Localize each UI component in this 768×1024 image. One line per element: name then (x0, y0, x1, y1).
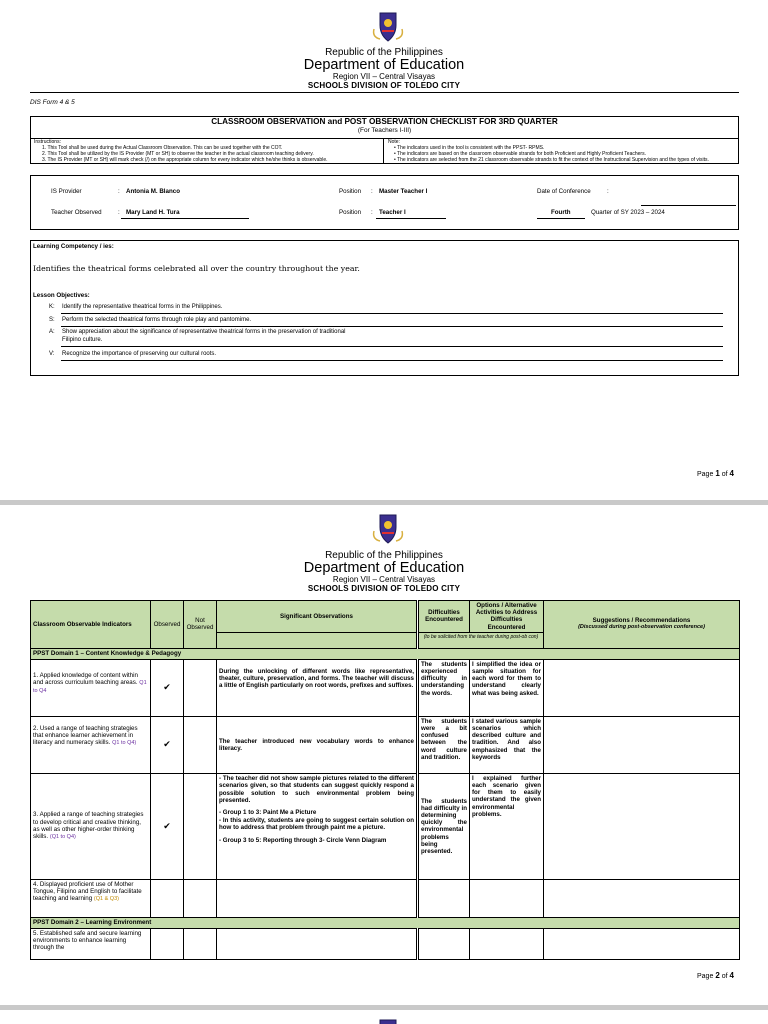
objective-line (61, 326, 723, 327)
page-number (697, 469, 734, 478)
objectives-heading: Lesson Objectives: (33, 292, 90, 299)
letterhead (0, 47, 768, 90)
department-text: Department of Education (303, 560, 465, 576)
quarter-tag: (Q1 & Q3) (93, 896, 119, 903)
instructions-block (31, 138, 384, 163)
indicator-num: 2. (33, 724, 39, 732)
date-line (641, 205, 736, 206)
objective-key: V: (49, 351, 55, 357)
instruction-line: 3. The IS Provider (MT or SH) will mark check (/) on the appropriate column for every indicator which he/she thinks is observable. (42, 157, 328, 163)
indicator-num: 1. (33, 671, 39, 679)
division-text: SCHOOLS DIVISION OF TOLEDO CITY (307, 81, 461, 90)
observation-line: - The teacher did not show sample pictures related to the different scenarios given, so that students can suggest quickly respond a possible solution to such environmental problem being presented. (219, 774, 414, 805)
is-provider-label: IS Provider (51, 188, 82, 195)
objective-key: A: (49, 329, 55, 335)
option-cell: I stated various sample scenarios which described culture and tradition. And also emphasized that the keywords (470, 716, 544, 773)
competency-text: Identifies the theatrical forms celebrated all over the country throughout the year. (33, 264, 360, 273)
colon: : (371, 209, 373, 216)
header-divider (30, 92, 739, 93)
colon: : (118, 209, 120, 216)
difficulty-cell (418, 879, 470, 917)
form-subtitle: (For Teachers I-III) (357, 127, 412, 134)
quarter-line (537, 218, 585, 219)
table-row (31, 773, 740, 879)
option-cell (470, 928, 544, 959)
observation-cell: During the unlocking of different words like representative, theater, culture, preservation, and forms. The teacher will discuss a little of English particularly on root words, prefixes and suffixes. (217, 659, 418, 716)
table-header-row (31, 601, 740, 633)
objective-line (61, 313, 723, 314)
quarter-value: Fourth (551, 209, 571, 216)
notes-block (385, 138, 738, 163)
objective-line (61, 346, 723, 347)
observation-table (30, 600, 740, 960)
page-prefix: Page (697, 471, 714, 478)
observation-line: - Group 3 to 5: Reporting through 3- Circle Venn Diagram (219, 836, 387, 844)
observation-line: - In this activity, students are going to suggest certain solution on how to address that problem through paint me a picture. (219, 816, 414, 832)
page-total: 4 (729, 469, 734, 478)
observed-check[interactable]: ✔ (151, 716, 184, 773)
objective-key: S: (49, 317, 55, 323)
indicator-text: Applied a range of teaching strategies to develop critical and creative thinking, as well as other higher-order thinking skills. (33, 811, 144, 841)
difficulty-cell: The students were a bit confused between the word culture and tradition. (418, 716, 470, 773)
header-solicit-note: (to be solicited from the teacher during post-ob con) (418, 632, 544, 648)
observed-cell[interactable] (151, 879, 184, 917)
not-observed-cell[interactable] (184, 773, 217, 879)
is-provider-value: Antonia M. Blanco (126, 188, 180, 195)
indicator-cell (31, 716, 151, 773)
suggestion-cell[interactable] (544, 659, 740, 716)
table-row (31, 716, 740, 773)
header-significant: Significant Observations (217, 601, 418, 633)
difficulty-cell: The students had difficulty in determining quickly the environmental problems being presented. (418, 773, 470, 879)
teacher-value: Mary Land H. Tura (126, 209, 180, 216)
deped-seal-icon (370, 11, 406, 43)
provider-position-value: Master Teacher I (379, 188, 428, 195)
indicator-cell (31, 659, 151, 716)
table-row (31, 879, 740, 917)
note-line: • The indicators are based on the classroom observable strands for both Proficient and Highly Proficient Teachers. (394, 151, 646, 157)
suggestion-cell[interactable] (544, 928, 740, 959)
objective-text: Recognize the importance of preserving our cultural roots. (62, 351, 217, 357)
colon: : (118, 188, 120, 195)
republic-text: Republic of the Philippines (325, 550, 443, 561)
instruction-line: 1. This Tool shall be used during the Actual Classroom Observation. This can be used together with the COT. (42, 145, 283, 151)
division-text: SCHOOLS DIVISION OF TOLEDO CITY (307, 584, 461, 593)
header-difficulties: Difficulties Encountered (418, 601, 470, 633)
deped-seal-icon (370, 513, 406, 545)
domain-2-label: PPST Domain 2 – Learning Environment (31, 917, 740, 928)
observed-check[interactable]: ✔ (151, 773, 184, 879)
objective-text: Show appreciation about the significance of representative theatrical forms in the preservation of traditional (62, 329, 346, 335)
objective-key: K: (49, 304, 55, 310)
page-of: of (721, 471, 728, 478)
letterhead (0, 550, 768, 593)
page-current: 2 (715, 971, 720, 980)
observation-cell (217, 928, 418, 959)
quarter-tag: (Q1 to Q4) (49, 834, 76, 841)
indicator-text: Used a range of teaching strategies that enhance learner achievement in literacy and numeracy skills. (33, 724, 138, 747)
page-1 (0, 0, 768, 500)
not-observed-cell[interactable] (184, 928, 217, 959)
quarter-label: Quarter of SY 2023 – 2024 (591, 209, 665, 216)
header-observed: Observed (151, 601, 184, 649)
teacher-position-line (376, 218, 446, 219)
indicator-cell (31, 773, 151, 879)
page-total: 4 (729, 971, 734, 980)
page-current: 1 (715, 469, 720, 478)
table-row (31, 659, 740, 716)
option-cell (470, 879, 544, 917)
suggestion-cell[interactable] (544, 879, 740, 917)
teacher-position-value: Teacher I (379, 209, 406, 216)
header-options: Options / Alternative Activities to Address Difficulties Encountered (470, 601, 544, 633)
date-label: Date of Conference (537, 188, 591, 195)
form-title: CLASSROOM OBSERVATION and POST OBSERVATION CHECKLIST FOR 3RD QUARTER (211, 117, 558, 126)
suggestion-cell[interactable] (544, 773, 740, 879)
difficulty-cell (418, 928, 470, 959)
instruction-line: 2. This Tool shall be utilized by the IS Provider (MT or SH) to observe the teacher in the actual classroom teaching delivery. (42, 151, 314, 157)
observed-cell[interactable] (151, 928, 184, 959)
suggestion-cell[interactable] (544, 716, 740, 773)
observation-cell (217, 773, 418, 879)
header-indicators: Classroom Observable Indicators (31, 601, 151, 649)
region-text: Region VII – Central Visayas (332, 575, 436, 584)
page-of: of (721, 973, 728, 980)
header-not-observed: Not Observed (184, 601, 217, 649)
objective-text-continued: Filipino culture. (62, 337, 103, 343)
republic-text: Republic of the Philippines (325, 47, 443, 58)
not-observed-cell[interactable] (184, 659, 217, 716)
indicator-num: 5. (33, 929, 39, 937)
instructions-heading: Instructions: (34, 139, 61, 145)
domain-row (31, 648, 740, 659)
observation-line: - Group 1 to 3: Paint Me a Picture (219, 809, 317, 817)
quarter-tag: Q1 to Q4 (33, 680, 147, 695)
page-3 (0, 1010, 768, 1024)
indicator-text: Displayed proficient use of Mother Tongue, Filipino and English to facilitate teaching and learning (33, 880, 142, 903)
deped-seal-icon (370, 1018, 406, 1024)
option-cell: I explained further each scenario given for them to easily understand the given environmental problems. (470, 773, 544, 879)
table-row (31, 928, 740, 959)
department-text: Department of Education (303, 57, 465, 73)
difficulty-cell: The students experienced difficulty in understanding the words. (418, 659, 470, 716)
option-cell: I simplified the idea or sample situation for each word for them to understand clearly what was being asked. (470, 659, 544, 716)
competency-heading: Learning Competency / ies: (33, 243, 114, 250)
suggestions-title: Suggestions / Recommendations (592, 617, 691, 625)
colon: : (607, 188, 609, 195)
indicator-cell (31, 928, 151, 959)
position-label: Position (339, 209, 362, 216)
objective-line (61, 360, 723, 361)
competency-box (30, 240, 739, 376)
header-suggestions (544, 601, 740, 649)
teacher-label: Teacher Observed (51, 209, 102, 216)
indicator-text: Established safe and secure learning environments to enhance learning through the (33, 929, 142, 952)
info-box (30, 175, 739, 230)
notes-heading: Note: (388, 139, 400, 145)
header-blank (217, 632, 418, 648)
indicator-text: Applied knowledge of content within and across curriculum teaching areas. (33, 671, 138, 687)
indicator-num: 4. (33, 880, 39, 888)
position-label: Position (339, 188, 362, 195)
form-code: DIS Form 4 & 5 (30, 99, 75, 106)
quarter-tag: Q1 to Q4) (112, 740, 137, 747)
page-prefix: Page (697, 973, 714, 980)
region-text: Region VII – Central Visayas (332, 72, 436, 81)
domain-row (31, 917, 740, 928)
not-observed-cell[interactable] (184, 716, 217, 773)
note-line: • The indicators are selected from the 21 classroom observable strands to fit the context of the Instructional Supervision and the types of visits. (394, 157, 709, 163)
indicator-num: 3. (33, 811, 39, 819)
observation-cell: The teacher introduced new vocabulary words to enhance literacy. (217, 716, 418, 773)
objective-text: Perform the selected theatrical forms through role play and pantomime. (62, 317, 252, 323)
colon: : (371, 188, 373, 195)
indicator-cell (31, 879, 151, 917)
not-observed-cell[interactable] (184, 879, 217, 917)
domain-1-label: PPST Domain 1 – Content Knowledge & Pedagogy (31, 648, 740, 659)
title-box (30, 116, 739, 164)
observation-cell (217, 879, 418, 917)
page-number (697, 971, 734, 980)
observed-check[interactable]: ✔ (151, 659, 184, 716)
title-block (31, 117, 738, 139)
teacher-line (121, 218, 249, 219)
objective-text: Identify the representative theatrical forms in the Philippines. (62, 304, 223, 310)
note-line: • The indicators used in the tool is consistent with the PPST- RPMS. (394, 145, 545, 151)
suggestions-subtitle: (Discussed during post-observation conference) (578, 624, 705, 631)
